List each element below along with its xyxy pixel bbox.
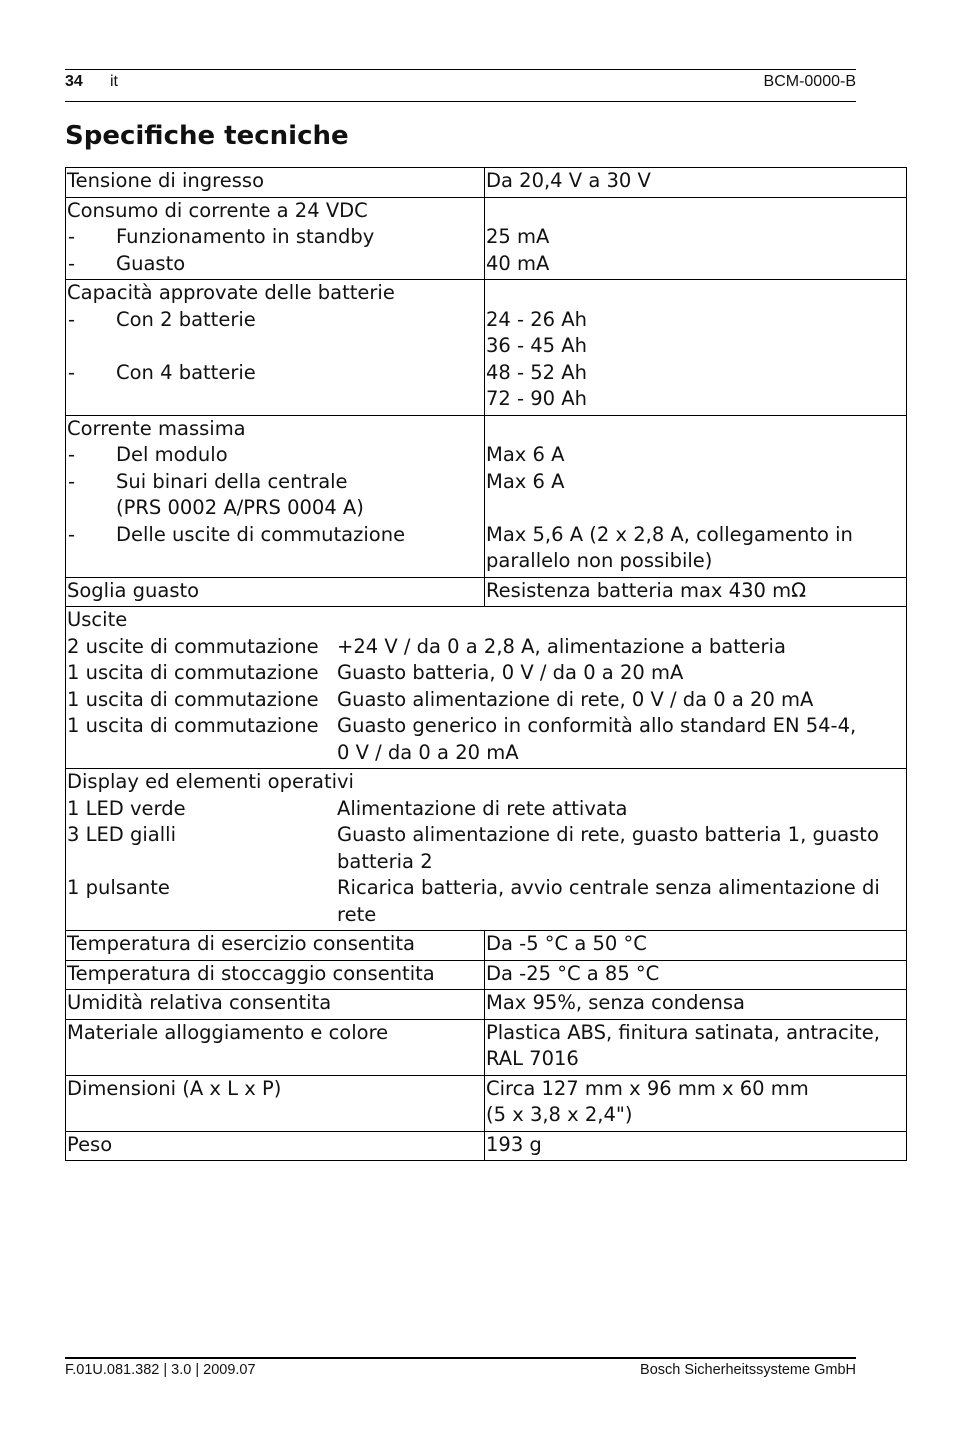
spec-value: Da -5 °C a 50 °C [485, 931, 907, 961]
spec-sub-label: - Delle uscite di commutazione [67, 522, 484, 549]
table-row [66, 168, 907, 198]
output-value: Guasto batteria, 0 V / da 0 a 20 mA [337, 661, 684, 684]
header-top-rule [65, 69, 856, 70]
spec-value: Resistenza batteria max 430 mΩ [485, 577, 907, 607]
spec-value: parallelo non possibile) [486, 549, 713, 572]
spec-label: Dimensioni (A x L x P) [66, 1075, 485, 1131]
table-row [66, 960, 907, 990]
output-key: 2 uscite di commutazione [67, 634, 319, 658]
table-row [66, 577, 907, 607]
spec-value: Plastica ABS, finitura satinata, antracite, [486, 1020, 880, 1044]
display-key: 3 LED gialli [67, 823, 177, 846]
spec-value: 72 - 90 Ah [486, 387, 587, 410]
display-value: Ricarica batteria, avvio centrale senza alimentazione di [337, 876, 880, 899]
spec-value-continued: RAL 7016 [486, 1047, 579, 1070]
language-code: it [110, 73, 118, 90]
spec-value: 48 - 52 Ah [486, 360, 587, 384]
spec-sub-label: - Sui binari della centrale [67, 469, 484, 496]
output-key: 1 uscita di commutazione [67, 661, 319, 684]
spec-sub-label: - Funzionamento in standby [67, 224, 484, 251]
spec-value: Max 6 A [486, 469, 565, 493]
spec-sub-label: - Del modulo [67, 442, 484, 469]
spec-sub-label-continued: (PRS 0002 A/PRS 0004 A) [116, 496, 364, 519]
spec-sub-label: - Con 2 batterie [67, 307, 484, 334]
spec-value: 193 g [485, 1131, 907, 1161]
spec-label: Display ed elementi operativi [67, 770, 354, 793]
spec-label: Uscite [67, 608, 128, 631]
spec-value: Da 20,4 V a 30 V [485, 168, 907, 198]
spec-value: Max 95%, senza condensa [485, 990, 907, 1020]
table-row [66, 931, 907, 961]
spec-sub-label: - Con 4 batterie [67, 360, 484, 387]
table-row [66, 1131, 907, 1161]
document-code: BCM-0000-B [763, 73, 856, 90]
spec-value: Max 6 A [486, 443, 565, 466]
spec-label: Corrente massima [67, 416, 246, 440]
spec-value-continued: (5 x 3,8 x 2,4") [486, 1103, 633, 1126]
spec-value: 36 - 45 Ah [486, 334, 587, 357]
output-value: +24 V / da 0 a 2,8 A, alimentazione a batteria [337, 634, 786, 658]
spec-table [65, 167, 907, 1161]
footer-rule [65, 1357, 856, 1359]
spec-value: Circa 127 mm x 96 mm x 60 mm [486, 1076, 809, 1100]
spec-sub-label: - Guasto [67, 251, 484, 278]
table-row [66, 1019, 907, 1075]
footer-doc-ref: F.01U.081.382 | 3.0 | 2009.07 [65, 1362, 256, 1378]
output-key: 1 uscita di commutazione [67, 714, 319, 737]
table-row [66, 990, 907, 1020]
table-row [66, 415, 907, 577]
table-row [66, 280, 907, 416]
page-number: 34 [65, 73, 83, 90]
spec-value: Da -25 °C a 85 °C [485, 960, 907, 990]
display-key: 1 pulsante [67, 876, 170, 899]
spec-value: 24 - 26 Ah [486, 307, 587, 331]
table-row [66, 197, 907, 280]
footer-company: Bosch Sicherheitssysteme GmbH [640, 1362, 856, 1378]
spec-value: 40 mA [486, 251, 550, 275]
display-value: Alimentazione di rete attivata [337, 796, 628, 820]
table-row [66, 769, 907, 931]
table-row [66, 1075, 907, 1131]
output-key: 1 uscita di commutazione [67, 687, 319, 711]
header-bottom-rule [65, 101, 856, 102]
spec-label: Peso [66, 1131, 485, 1161]
spec-label: Umidità relativa consentita [66, 990, 485, 1020]
spec-label: Temperatura di stoccaggio consentita [66, 960, 485, 990]
spec-label: Materiale alloggiamento e colore [66, 1019, 485, 1075]
display-value-continued: rete [337, 902, 377, 926]
spec-label: Tensione di ingresso [66, 168, 485, 198]
output-value-continued: 0 V / da 0 a 20 mA [337, 740, 519, 764]
spec-label: Consumo di corrente a 24 VDC [67, 198, 368, 222]
display-value-continued: batteria 2 [337, 849, 433, 873]
spec-value: Max 5,6 A (2 x 2,8 A, collegamento in [486, 522, 853, 546]
display-key: 1 LED verde [67, 796, 186, 820]
display-value: Guasto alimentazione di rete, guasto batteria 1, guasto [337, 823, 879, 846]
output-value: Guasto alimentazione di rete, 0 V / da 0 a 20 mA [337, 687, 814, 711]
output-value: Guasto generico in conformità allo standard EN 54-4, [337, 714, 857, 737]
table-row [66, 607, 907, 769]
spec-label: Capacità approvate delle batterie [67, 281, 395, 304]
spec-label: Temperatura di esercizio consentita [66, 931, 485, 961]
page-title: Specifiche tecniche [65, 121, 349, 151]
spec-label: Soglia guasto [66, 577, 485, 607]
spec-value: 25 mA [486, 225, 550, 248]
